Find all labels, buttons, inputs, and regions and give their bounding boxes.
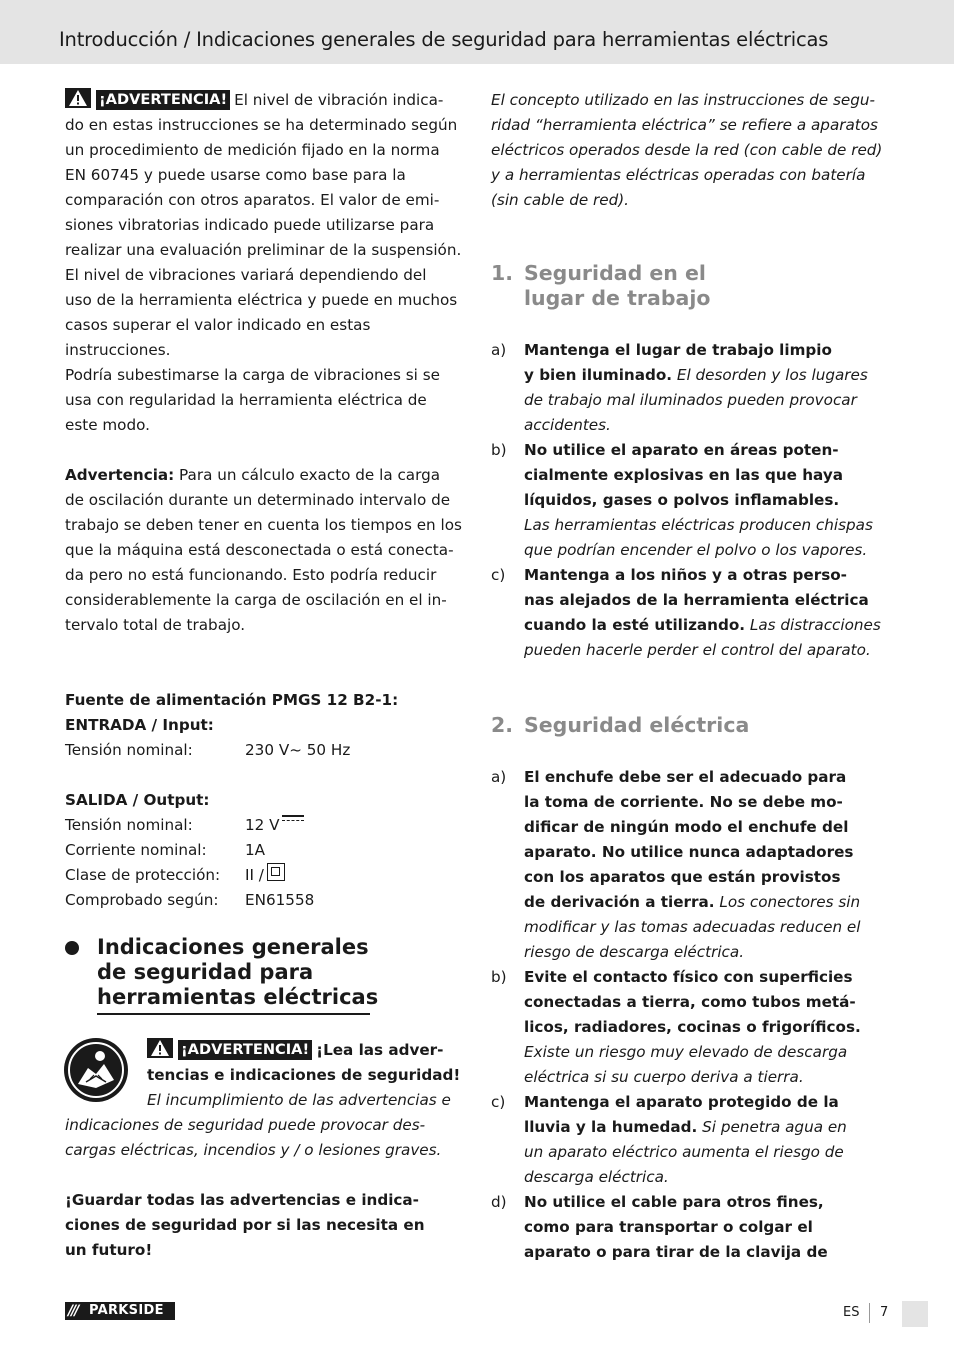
heading-underline [97,1013,370,1015]
text-line: accidentes. [524,416,611,434]
section-1-items [491,338,891,663]
text-line: realizar una evaluación preliminar de la suspensión. [65,241,462,259]
text-line: eléctricos operados desde la red (con cable de red) [491,141,883,159]
text-line: de oscilación durante un determinado intervalo de [65,491,451,509]
list-item-text [524,338,891,438]
vibration-warning [65,88,465,438]
spec-row: Comprobado según: EN61558 [65,891,315,909]
text-line: riesgo de descarga eléctrica. [524,943,745,961]
dc-symbol-icon [282,813,304,825]
list-item [491,338,891,438]
right-column [491,88,891,1265]
text-line: da pero no está funcionando. Esto podría reducir [65,566,437,584]
text-line: eléctrica si su cuerpo deriva a tierra. [524,1068,804,1086]
text-line: que la máquina está desconectada o está conecta- [65,541,454,559]
language-code: ES [843,1305,860,1320]
list-item-letter: a) [491,341,507,359]
text-line: No utilice el aparato en áreas poten- [524,441,839,459]
page-header [0,0,954,64]
text-line: Mantenga el lugar de trabajo limpio [524,341,832,359]
power-supply-specs [65,688,465,913]
specs-heading: Fuente de alimentación PMGS 12 B2-1: [65,691,399,709]
text-line: do en estas instrucciones se ha determinado según [65,116,458,134]
text-line: Evite el contacto físico con superficies [524,968,853,986]
text-line: como para transportar o colgar el [524,1218,813,1236]
text-line: un procedimiento de medición fijado en la norma [65,141,440,159]
list-item [491,438,891,563]
intro-paragraph [491,88,891,213]
text-line: cuando la esté utilizando. Las distracciones [524,616,881,634]
read-warning-body: indicaciones de seguridad puede provocar des- cargas eléctricas, incendios y / o lesiones graves. ¡Guardar todas las advertencias e indica- ciones de seguridad por si las necesita en un futuro! [65,1113,465,1263]
text-line: El nivel de vibraciones variará dependiendo del [65,266,427,284]
list-item-letter: b) [491,441,507,459]
text-line: que podrían encender el polvo o los vapores. [524,541,868,559]
spec-row: Clase de protección: II / [65,863,465,888]
warning-badge: ¡ADVERTENCIA! [96,90,230,110]
text-line: uso de la herramienta eléctrica y puede en muchos [65,291,458,309]
page-title: Introducción / Indicaciones generales de seguridad para herramientas eléctricas [59,28,829,51]
text-line: considerablemente la carga de oscilación en el in- [65,591,447,609]
text-line: EN 60745 y puede usarse como base para la [65,166,406,184]
section-1-heading: 1. Seguridad en el lugar de trabajo [491,261,711,310]
text-line: pueden hacerle perder el control del aparato. [524,641,871,659]
input-heading: ENTRADA / Input: [65,716,214,734]
text-line: y bien iluminado. El desorden y los lugares [524,366,868,384]
read-warning-head: ¡ADVERTENCIA! ¡Lea las adver- tencias e indicaciones de seguridad! El incumplimiento de las advertencias e [147,1038,467,1113]
text-line: un aparato eléctrico aumenta el riesgo de [524,1143,844,1161]
text-line: El enchufe debe ser el adecuado para [524,768,847,786]
section-2-heading: 2. Seguridad eléctrica [491,713,750,737]
text-line: cialmente explosivas en las que haya [524,466,843,484]
text-line: (sin cable de red). [491,191,629,209]
text-line: siones vibratorias indicado puede utilizarse para [65,216,435,234]
list-item [491,1090,891,1190]
list-item [491,563,891,663]
text-line: nas alejados de la herramienta eléctrica [524,591,869,609]
list-item-text [524,563,891,663]
text-line: aparato o para tirar de la clavija de [524,1243,828,1261]
text-line: la toma de corriente. No se debe mo- [524,793,843,811]
parkside-logo: /// PARKSIDE [65,1302,175,1320]
footer-divider [869,1303,870,1323]
text-line: Mantenga a los niños y a otras perso- [524,566,847,584]
warning-triangle-icon [147,1038,173,1058]
text-line: con los aparatos que están provistos [524,868,841,886]
text-line: este modo. [65,416,150,434]
text-line: descarga eléctrica. [524,1168,669,1186]
page-number: 7 [880,1305,889,1320]
text-line: líquidos, gases o polvos inflamables. [524,491,840,509]
text-line: Mantenga el aparato protegido de la [524,1093,839,1111]
text-line: aparato. No utilice nunca adaptadores [524,843,854,861]
text-line: tervalo total de trabajo. [65,616,246,634]
list-item-text [524,438,891,563]
text-line: y a herramientas eléctricas operadas con batería [491,166,866,184]
text-line: licos, radiadores, cocinas o frigoríficos. [524,1018,861,1036]
text-line: Las herramientas eléctricas producen chispas [524,516,873,534]
list-item-letter: c) [491,1093,506,1111]
list-item [491,765,891,965]
text-line: El concepto utilizado en las instrucciones de segu- [491,91,875,109]
read-manual-icon [64,1038,128,1102]
list-item [491,1190,891,1265]
protection-class-ii-icon [267,863,285,881]
bullet-icon [65,941,79,955]
warning-triangle-icon [65,88,91,108]
spec-row: Corriente nominal: 1A [65,841,266,859]
list-item-text [524,965,891,1090]
text-line: usa con regularidad la herramienta eléctrica de [65,391,427,409]
left-column [65,88,465,913]
text-line: Podría subestimarse la carga de vibraciones si se [65,366,440,384]
spec-row: Tensión nominal: 12 V [65,813,465,838]
text-line: No utilice el cable para otros fines, [524,1193,824,1211]
list-item-text [524,1190,891,1265]
text-line: conectadas a tierra, como tubos metá- [524,993,856,1011]
oscillation-warning-body [65,488,465,638]
save-note: ¡Guardar todas las advertencias e indica- [65,1191,419,1209]
spec-row: Tensión nominal: 230 V~ 50 Hz [65,741,351,759]
text-line: dificar de ningún modo el enchufe del [524,818,849,836]
text-line: lluvia y la humedad. Si penetra agua en [524,1118,847,1136]
text-line: de derivación a tierra. Los conectores sin [524,893,861,911]
warning-badge: ¡ADVERTENCIA! [178,1040,312,1060]
text-line: trabajo se deben tener en cuenta los tiempos en los [65,516,462,534]
list-item-letter: d) [491,1193,507,1211]
oscillation-warning: Advertencia: Para un cálculo exacto de la carga de oscilación durante un determinado intervalo de trabajo se deben tener en cuenta los tiempos en los que la máquina está desconectada o está conecta- da pero no está funcionando. Esto podría reducir considerablemente la carga de oscilación en el in- tervalo total de trabajo. [65,463,465,638]
text-line: modificar y las tomas adecuadas reducen el [524,918,861,936]
output-heading: SALIDA / Output: [65,791,210,809]
text-line: comparación con otros aparatos. El valor de emi- [65,191,440,209]
text-line: Existe un riesgo muy elevado de descarga [524,1043,848,1061]
oscillation-warning-label: Advertencia: [65,466,175,484]
vibration-warning-first-line: ¡ADVERTENCIA! El nivel de vibración indica- [65,88,465,113]
list-item-text [524,765,891,965]
section-2-items [491,765,891,1265]
text-line: de trabajo mal iluminados pueden provocar [524,391,857,409]
list-item-text [524,1090,891,1190]
list-item [491,965,891,1090]
list-item-letter: c) [491,566,506,584]
list-item-letter: b) [491,968,507,986]
text-line: ridad “herramienta eléctrica” se refiere a aparatos [491,116,878,134]
text-line: casos superar el valor indicado en estas instrucciones. [65,316,371,359]
footer-tab [902,1301,928,1327]
vibration-warning-body [65,113,465,438]
list-item-letter: a) [491,768,507,786]
